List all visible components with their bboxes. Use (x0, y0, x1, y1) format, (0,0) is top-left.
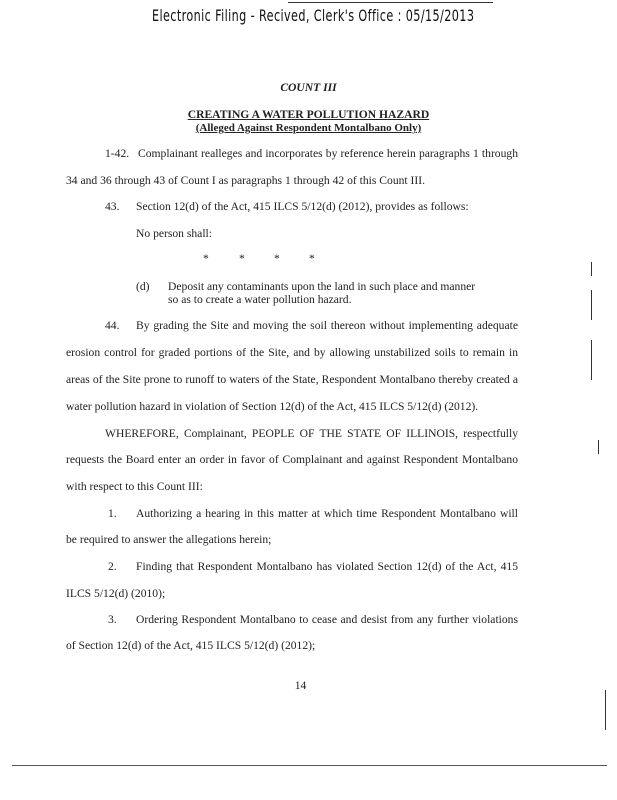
scan-mark (591, 290, 592, 320)
para-text: No person shall: (136, 227, 212, 240)
relief-text: Ordering Respondent Montalbano to cease and desist from any further violations (136, 613, 518, 626)
para-number: 44. (105, 319, 120, 332)
para-text: erosion control for graded portions of the Site, and by allowing unstabilized soils to remain in (66, 346, 518, 359)
para-number: 43. (105, 200, 120, 213)
quoted-text: Deposit any contaminants upon the land in such place and manner (168, 280, 476, 293)
para-text: 34 and 36 through 43 of Count I as paragraphs 1 through 42 of this Count III. (66, 174, 426, 187)
relief-text: Finding that Respondent Montalbano has violated Section 12(d) of the Act, 415 (136, 560, 518, 573)
wherefore-text: WHEREFORE, Complainant, PEOPLE OF THE STATE OF ILLINOIS, respectfully (105, 427, 518, 440)
wherefore-text: with respect to this Count III: (66, 480, 203, 493)
para-text: water pollution hazard in violation of Section 12(d) of the Act, 415 ILCS 5/12(d) (2012). (66, 400, 479, 413)
para-text: areas of the Site prone to runoff to waters of the State, Respondent Montalbano thereby created a (66, 373, 518, 386)
relief-text: of Section 12(d) of the Act, 415 ILCS 5/12(d) (2012); (66, 639, 316, 652)
section-subheading: (Alleged Against Respondent Montalbano Only) (195, 122, 422, 134)
ellipsis-asterisk: * (274, 252, 280, 265)
quoted-text: so as to create a water pollution hazard. (168, 293, 352, 306)
relief-number: 1. (108, 507, 117, 520)
ellipsis-asterisk: * (309, 252, 315, 265)
scan-edge-line (12, 765, 607, 766)
scan-mark (591, 340, 592, 380)
page-number: 14 (294, 679, 307, 692)
ellipsis-asterisk: * (203, 252, 209, 265)
relief-text: be required to answer the allegations herein; (66, 533, 272, 546)
para-text: Section 12(d) of the Act, 415 ILCS 5/12(d) (2012), provides as follows: (136, 200, 469, 213)
para-text: Complainant realleges and incorporates by reference herein paragraphs 1 through (138, 147, 518, 160)
para-number: 1-42. (105, 147, 130, 160)
relief-number: 3. (108, 613, 117, 626)
para-text: By grading the Site and moving the soil thereon without implementing adequate (136, 319, 518, 332)
relief-text: ILCS 5/12(d) (2010); (66, 587, 166, 600)
scan-mark (598, 440, 599, 454)
item-label: (d) (136, 280, 150, 293)
ellipsis-asterisk: * (239, 252, 245, 265)
scan-mark (591, 262, 592, 276)
relief-number: 2. (108, 560, 117, 573)
relief-text: Authorizing a hearing in this matter at which time Respondent Montalbano will (136, 507, 518, 520)
filing-stamp: Electronic Filing - Recived, Clerk's Office : 05/15/2013 (152, 6, 475, 25)
section-heading: CREATING A WATER POLLUTION HAZARD (187, 108, 430, 121)
wherefore-text: requests the Board enter an order in favor of Complainant and against Respondent Montalbano (66, 453, 518, 466)
count-title: COUNT III (280, 81, 337, 94)
scan-mark (288, 2, 493, 3)
scan-mark (605, 690, 606, 730)
